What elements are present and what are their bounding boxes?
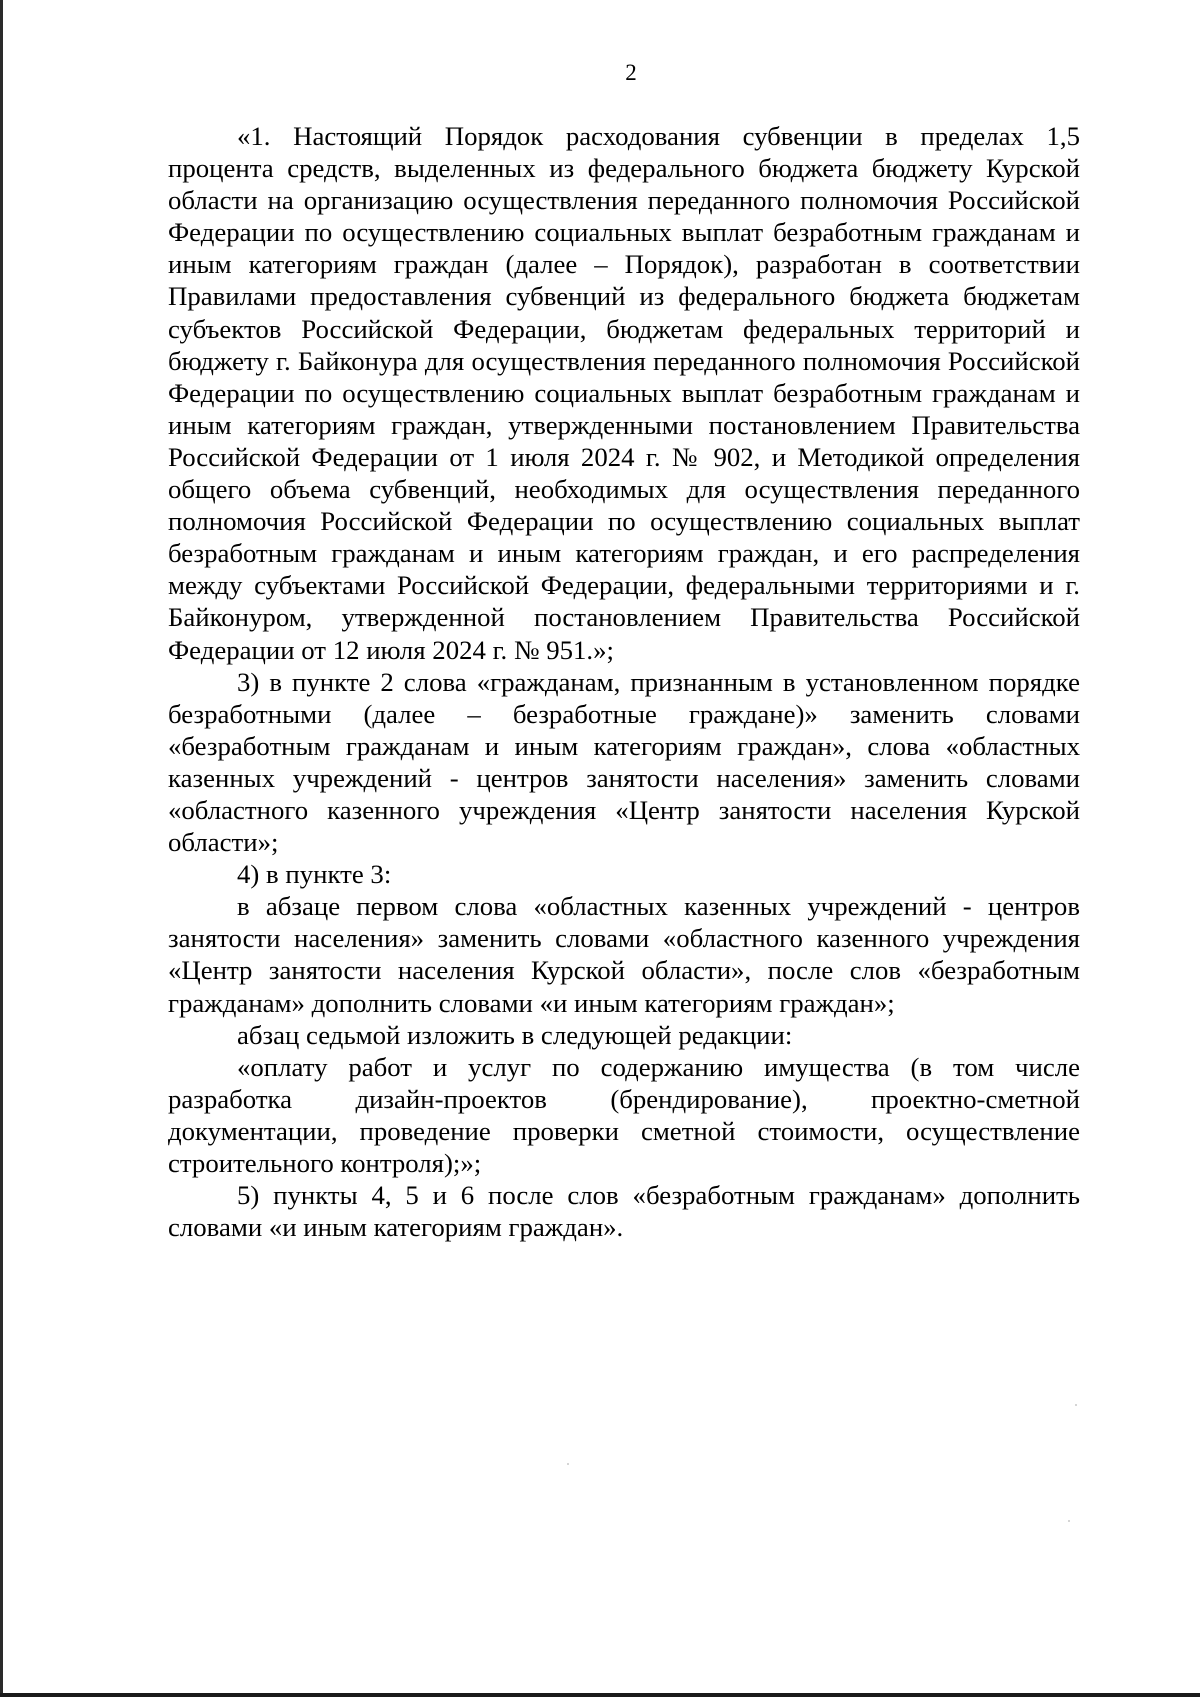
scan-speck [567, 1463, 569, 1465]
scan-edge-left [0, 0, 3, 1697]
paragraph-item-4-seventh-abzac: абзац седьмой изложить в следующей редакции: [237, 1019, 793, 1050]
paragraph-item-5: 5) пункты 4, 5 и 6 после слов «безработным гражданам» дополнить словами «и иным категориям граждан». [168, 1180, 1080, 1243]
scan-edge-bottom [0, 1693, 1200, 1697]
scan-speck [1068, 1520, 1070, 1522]
paragraph-item-4-new-wording: «оплату работ и услуг по содержанию имущества (в том числе разработка дизайн-проектов (брендирование), проектно-сметной документации, проведение проверки сметной стоимости, осуществление строительного контроля);»; [168, 1051, 1080, 1178]
scan-speck [1075, 1404, 1077, 1406]
page-number: 2 [625, 60, 637, 85]
paragraph-item-4-first-abzac: в абзаце первом слова «областных казенных учреждений - центров занятости населения» заменить словами «областного казенного учреждения «Центр занятости населения Курской области», после слов «безработным гражданам» дополнить словами «и иным категориям граждан»; [168, 891, 1080, 1018]
paragraph-item-3: 3) в пункте 2 слова «гражданам, признанным в установленном порядке безработными (далее – безработные граждане)» заменить словами «безработным гражданам и иным категориям граждан», слова «областных казенных учреждений - центров занятости населения» заменить словами «областного казенного учреждения «Центр занятости населения Курской области»; [168, 666, 1080, 858]
document-body [168, 120, 1080, 1243]
paragraph-item-4: 4) в пункте 3: [237, 859, 392, 890]
paragraph-procedure-definition: «1. Настоящий Порядок расходования субвенции в пределах 1,5 процента средств, выделенных из федерального бюджета бюджету Курской области на организацию осуществления переданного полномочия Российской Федерации по осуществлению социальных выплат безработным гражданам и иным категориям граждан (далее – Порядок), разработан в соответствии Правилами предоставления субвенций из федерального бюджета бюджетам субъектов Российской Федерации, бюджетам федеральных территорий и бюджету г. Байконура для осуществления переданного полномочия Российской Федерации по осуществлению социальных выплат безработным гражданам и иным категориям граждан, утвержденными постановлением Правительства Российской Федерации от 1 июля 2024 г. № 902, и Методикой определения общего объема субвенций, необходимых для осуществления переданного полномочия Российской Федерации по осуществлению социальных выплат безработным гражданам и иным категориям граждан, и его распределения между субъектами Российской Федерации, федеральными территориями и г. Байконуром, утвержденной постановлением Правительства Российской Федерации от 12 июля 2024 г. № 951.»; [168, 121, 1080, 665]
